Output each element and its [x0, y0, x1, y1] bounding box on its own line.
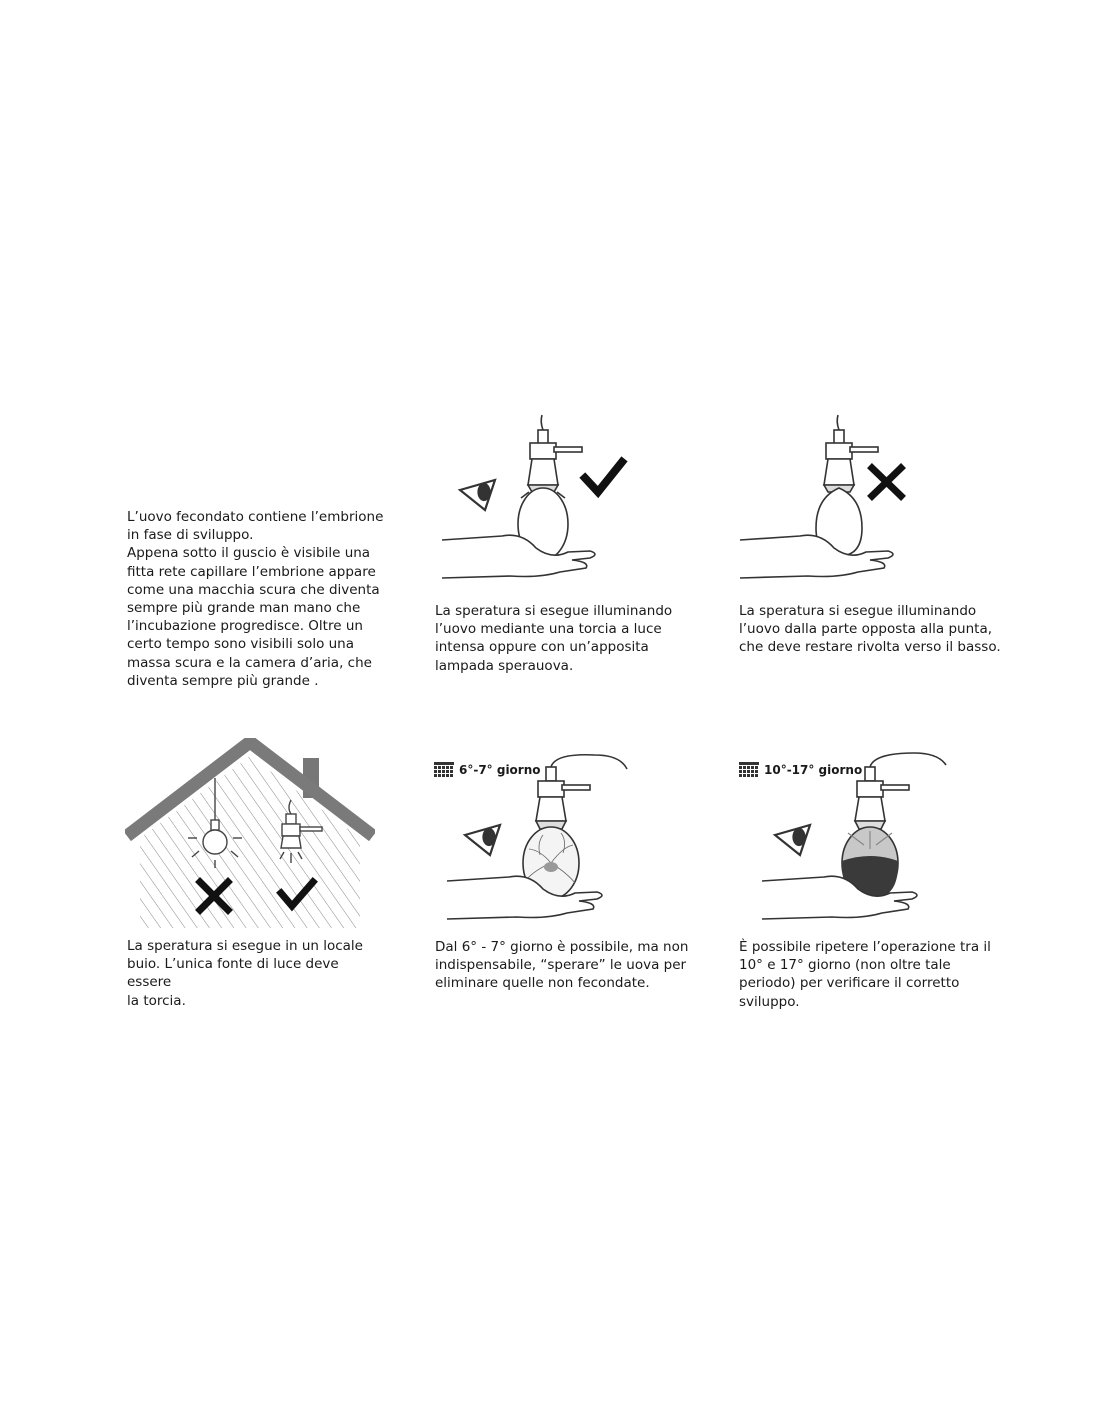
hand-icon [740, 535, 893, 578]
panel-2-caption: La speratura si esegue illuminando l’uovo dalla parte opposta alla punta, che deve restare rivolta verso il basso. [739, 603, 1001, 656]
panel-5-caption: È possibile ripetere l’operazione tra il 10° e 17° giorno (non oltre tale periodo) per verificare il corretto sviluppo. [739, 939, 991, 1010]
day-label: 6°-7° giorno [459, 763, 541, 777]
eye-icon [775, 825, 810, 855]
panel-3-illustration [125, 738, 375, 928]
panel-1-illustration [440, 410, 640, 585]
panel-1-caption: La speratura si esegue illuminando l’uovo mediante una torcia a luce intensa oppure con un’apposita lampada sperauova. [435, 603, 673, 674]
panel-4-illustration [445, 745, 645, 925]
hand-icon [442, 535, 595, 578]
hand-icon [447, 876, 602, 919]
eye-icon [460, 480, 495, 510]
panel-5-illustration [760, 745, 960, 925]
day-label: 10°-17° giorno [764, 763, 863, 777]
torch-lamp-icon [536, 755, 627, 829]
house-icon [125, 738, 375, 928]
cross-mark-icon [872, 468, 901, 496]
panel-4-caption: Dal 6° - 7° giorno è possibile, ma non indispensabile, “sperare” le uova per eliminare quelle non fecondate. [435, 939, 689, 992]
torch-lamp-icon [855, 753, 946, 829]
eye-icon [465, 825, 500, 855]
check-mark-icon [585, 462, 622, 492]
panel-3-caption: La speratura si esegue in un locale buio. L’unica fonte di luce deve essere la torcia. [127, 938, 363, 1009]
embryo [544, 862, 558, 872]
intro-text: L’uovo fecondato contiene l’embrione in fase di sviluppo. Appena sotto il guscio è visibile una fitta rete capillare l’embrione appare come una macchia scura che diventa sempre più grande man mano che l’incubazione progredisce. Oltre un certo tempo sono visibili solo una massa scura e la camera d’aria, che diventa sempre più grande . [127, 509, 384, 689]
calendar-icon [739, 762, 759, 778]
panel-2-illustration [738, 410, 938, 585]
